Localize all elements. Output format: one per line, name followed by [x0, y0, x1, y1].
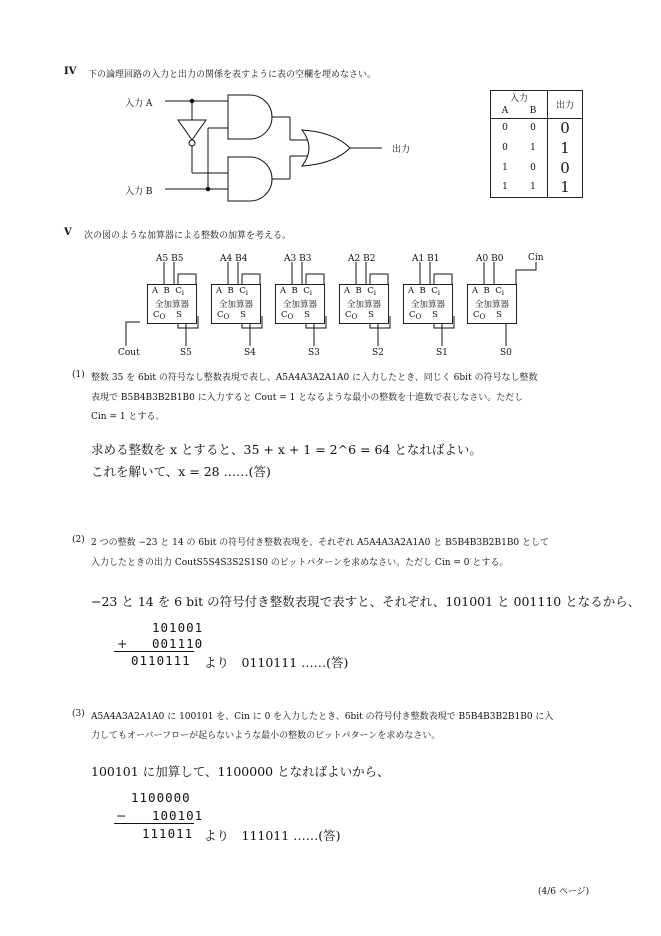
p2-calc-rule	[114, 651, 194, 652]
p3-calc-result: 111011	[142, 826, 194, 841]
table-cell-out: 0	[548, 158, 583, 178]
table-cell-a: 1	[491, 178, 520, 198]
q4-number: IV	[64, 66, 77, 77]
cin-label: Cin	[528, 253, 544, 263]
adder-name: 全加算器	[474, 300, 509, 310]
table-cell-b: 1	[519, 178, 548, 198]
sum-label: S4	[244, 348, 256, 358]
table-cell-b: 0	[530, 162, 536, 173]
table-cell-out: 1	[548, 138, 583, 158]
p3-calc-tail: より 111011 ……(答)	[204, 828, 341, 843]
p3-number: (3)	[72, 709, 85, 719]
p3-calc-b: 100101	[152, 808, 204, 823]
logic-circuit	[120, 88, 420, 203]
p3-line1: A5A4A3A2A1A0 に 100101 を、Cin に 0 を入力したとき、6bit の符号付き整数表現で B5B4B3B2B1B0 に入	[91, 712, 554, 722]
full-adder: A B $C_i$ 全加算器 $C_O$ S	[211, 284, 261, 324]
full-adder: A B $C_i$ 全加算器 $C_O$ S	[339, 284, 389, 324]
p2-number: (2)	[72, 535, 85, 545]
table-header-output: 出力	[548, 91, 583, 119]
p2-calc-a: 101001	[152, 620, 204, 635]
full-adder: A B $C_i$ 全加算器 $C_O$ S	[275, 284, 325, 324]
input-a-label: 入力 A	[125, 99, 153, 109]
p3-calc-op: −	[116, 808, 127, 823]
table-cell-b: 0	[519, 119, 548, 138]
p2-answer-line1: −23 と 14 を 6 bit の符号付き整数表現で表すと、それぞれ、101001 と 001110 となるから、	[91, 594, 641, 609]
q5-text: 次の図のような加算器による整数の加算を考える。	[84, 231, 292, 241]
sum-label: S3	[308, 348, 320, 358]
truth-table	[490, 90, 583, 198]
q4-text: 下の論理回路の入力と出力の関係を表すように表の空欄を埋めなさい。	[88, 70, 377, 80]
full-adder: A B $C_i$ 全加算器 $C_O$ S	[467, 284, 517, 324]
input-b-label: 入力 B	[125, 187, 153, 197]
table-header-a: A	[491, 105, 520, 119]
table-header-b: B	[519, 105, 548, 119]
adder-input-label: A3 B3	[284, 254, 312, 264]
adder-input-label: A2 B2	[348, 254, 376, 264]
full-adder: A B $C_i$ 全加算器 $C_O$ S	[147, 284, 197, 324]
p2-calc-tail: より 0110111 ……(答)	[204, 655, 349, 670]
sum-label: S5	[180, 348, 192, 358]
p3-calc-rule	[114, 823, 194, 824]
p2-line1: 2 つの整数 −23 と 14 の 6bit の符号付き整数表現を、それぞれ A5A4A3A2A1A0 と B5B4B3B2B1B0 として	[91, 538, 550, 548]
p1-number: (1)	[72, 370, 85, 380]
sum-label: S2	[372, 348, 384, 358]
p1-line3: Cin = 1 とする。	[91, 412, 165, 422]
adder-input-label: A1 B1	[412, 254, 440, 264]
p2-calc-op: +	[117, 636, 128, 651]
table-cell-out: 0	[548, 119, 583, 138]
p3-line2: 力してもオーバーフローが起らないような最小の整数のビットパターンを求めなさい。	[91, 731, 441, 741]
p3-answer-line1: 100101 に加算して、1100000 となればよいから、	[91, 764, 390, 779]
table-cell-out: 1	[548, 178, 583, 198]
p1-answer-line2: これを解いて、x = 28 ……(答)	[91, 464, 271, 479]
p1-line2: 表現で B5B4B3B2B1B0 に入力すると Cout = 1 となるような最小の整数を十進数で表しなさい。ただし	[91, 393, 524, 403]
adder-name: 全加算器	[346, 300, 381, 310]
adder-input-label: A5 B5	[156, 254, 184, 264]
p2-calc-result: 0110111	[131, 653, 191, 668]
full-adder: A B $C_i$ 全加算器 $C_O$ S	[403, 284, 453, 324]
p3-calc-a: 1100000	[131, 790, 191, 805]
page-number: (4/6 ページ)	[538, 887, 590, 897]
sum-label: S1	[436, 348, 448, 358]
adder-input-label: A4 B4	[220, 254, 248, 264]
table-cell-a: 0	[491, 138, 520, 158]
p1-answer-line1: 求める整数を x とすると、35 + x + 1 = 2^6 = 64 となればよい。	[91, 442, 482, 457]
output-label: 出力	[392, 145, 411, 155]
adder-name: 全加算器	[154, 300, 189, 310]
adder-name: 全加算器	[410, 300, 445, 310]
q5-number: V	[64, 227, 72, 238]
table-cell-b: 1	[530, 142, 536, 153]
p2-line2: 入力したときの出力 CoutS5S4S3S2S1S0 のビットパターンを求めなさい。ただし Cin = 0 とする。	[91, 558, 509, 568]
table-cell-a: 0	[491, 119, 520, 138]
table-header-input: 入力	[491, 91, 548, 105]
adder-name: 全加算器	[218, 300, 253, 310]
p2-calc-b: 001110	[152, 636, 204, 651]
table-cell-a: 1	[491, 158, 520, 178]
cout-label: Cout	[118, 348, 140, 358]
adder-name: 全加算器	[282, 300, 317, 310]
p1-line1: 整数 35 を 6bit の符号なし整数表現で表し、A5A4A3A2A1A0 に入力したとき、同じく 6bit の符号なし整数	[91, 373, 538, 383]
adder-input-label: A0 B0	[476, 254, 504, 264]
sum-label: S0	[500, 348, 512, 358]
